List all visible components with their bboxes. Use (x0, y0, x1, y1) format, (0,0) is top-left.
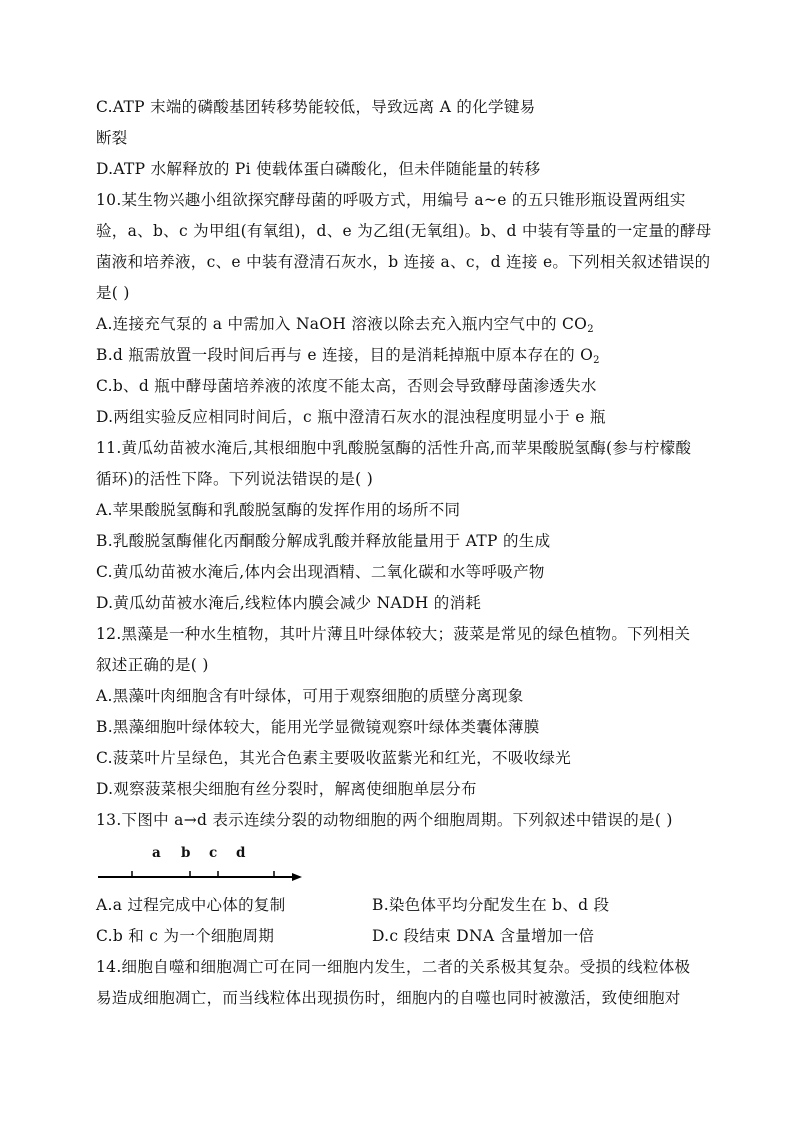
timeline-label-b: b (181, 845, 191, 861)
option-c: C.菠菜叶片呈绿色，其光合色素主要吸收蓝紫光和红光，不吸收绿光 (96, 749, 572, 767)
timeline-label-d: d (236, 845, 246, 861)
option-a: A.苹果酸脱氢酶和乳酸脱氢酶的发挥作用的场所不同 (96, 501, 461, 519)
option-c: C.b、d 瓶中酵母菌培养液的浓度不能太高，否则会导致酵母菌渗透失水 (96, 377, 597, 395)
text-line: 易造成细胞凋亡，而当线粒体出现损伤时，细胞内的自噬也同时被激活，致使细胞对 (96, 989, 681, 1007)
option-b: B.黑藻细胞叶绿体较大，能用光学显微镜观察叶绿体类囊体薄膜 (96, 718, 540, 736)
text-line: C.ATP 末端的磷酸基团转移势能较低，导致远离 A 的化学键易 (96, 98, 536, 116)
option-a: A.连接充气泵的 a 中需加入 NaOH 溶液以除去充入瓶内空气中的 $CO_2$ (96, 315, 594, 335)
text-line: 断裂 (96, 129, 128, 147)
option-d: D.c 段结束 DNA 含量增加一倍 (372, 927, 595, 945)
option-row (96, 926, 716, 946)
option-row (96, 895, 716, 915)
question-14-stem: 14.细胞自噬和细胞凋亡可在同一细胞内发生，二者的关系极其复杂。受损的线粒体极 (96, 958, 691, 976)
cell-cycle-timeline (96, 845, 306, 885)
timeline-arrowhead (292, 873, 302, 881)
text-line: 是( ) (96, 284, 130, 302)
option-d: D.两组实验反应相同时间后，c 瓶中澄清石灰水的混浊程度明显小于 e 瓶 (96, 408, 606, 426)
question-13-stem: 13.下图中 a→d 表示连续分裂的动物细胞的两个细胞周期。下列叙述中错误的是( ) (96, 811, 673, 829)
option-c: C.b 和 c 为一个细胞周期 (96, 927, 275, 945)
option-b: B.d 瓶需放置一段时间后再与 e 连接，目的是消耗掉瓶中原本存在的 $O_2$ (96, 346, 600, 366)
question-10-stem: 10.某生物兴趣小组欲探究酵母菌的呼吸方式，用编号 a~e 的五只锥形瓶设置两组实 (96, 191, 686, 209)
option-b: B.染色体平均分配发生在 b、d 段 (372, 896, 610, 914)
question-11-stem: 11.黄瓜幼苗被水淹后,其根细胞中乳酸脱氢酶的活性升高,而苹果酸脱氢酶(参与柠檬酸 (96, 439, 692, 457)
option-d: D.观察菠菜根尖细胞有丝分裂时，解离使细胞单层分布 (96, 780, 477, 798)
option-d: D.黄瓜幼苗被水淹后,线粒体内膜会减少 NADH 的消耗 (96, 594, 482, 612)
option-a: A.a 过程完成中心体的复制 (96, 896, 286, 914)
timeline-label-a: a (152, 845, 161, 861)
option-c: C.黄瓜幼苗被水淹后,体内会出现酒精、二氧化碳和水等呼吸产物 (96, 563, 545, 581)
text-line: 叙述正确的是( ) (96, 656, 209, 674)
text-line: D.ATP 水解释放的 Pi 使载体蛋白磷酸化，但未伴随能量的转移 (96, 160, 541, 178)
text-line: 循环)的活性下降。下列说法错误的是( ) (96, 470, 374, 488)
timeline-axis (96, 845, 306, 885)
text-line: 菌液和培养液，c、e 中装有澄清石灰水，b 连接 a、c，d 连接 e。下列相关叙述错误的 (96, 253, 711, 271)
option-a: A.黑藻叶肉细胞含有叶绿体，可用于观察细胞的质壁分离现象 (96, 687, 524, 705)
timeline-label-c: c (209, 845, 218, 861)
text-line: 验，a、b、c 为甲组(有氧组)，d、e 为乙组(无氧组)。b、d 中装有等量的一定量的酵母 (96, 222, 712, 240)
option-b: B.乳酸脱氢酶催化丙酮酸分解成乳酸并释放能量用于 ATP 的生成 (96, 532, 551, 550)
question-12-stem: 12.黑藻是一种水生植物，其叶片薄且叶绿体较大；菠菜是常见的绿色植物。下列相关 (96, 625, 691, 643)
